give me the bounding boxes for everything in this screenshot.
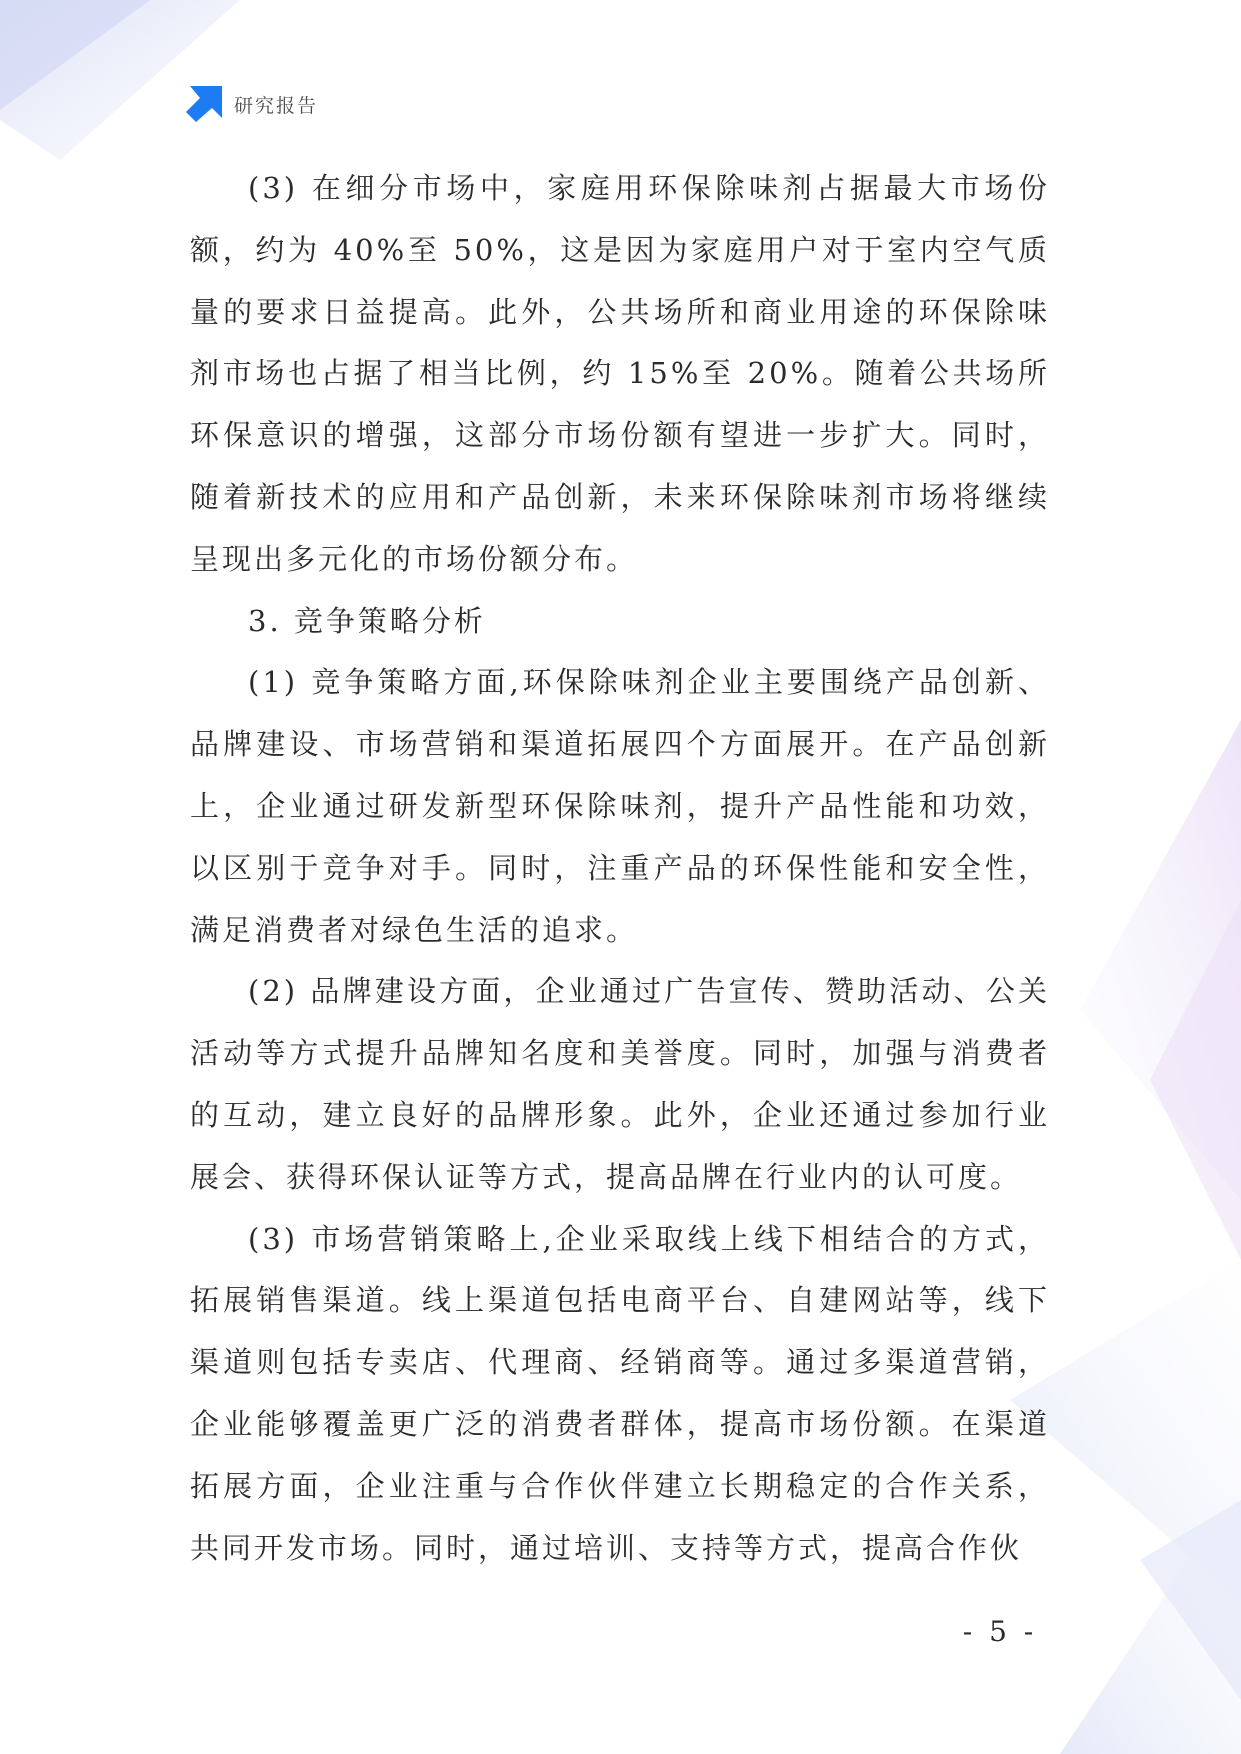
paragraph-brand-building: (2) 品牌建设方面，企业通过广告宣传、赞助活动、公关活动等方式提升品牌知名度和美誉度。同时，加强与消费者的互动，建立良好的品牌形象。此外，企业还通过参加行业展会、获得环保认证等方式，提高品牌在行业内的认可度。	[190, 974, 1050, 1194]
arrow-up-right-icon	[186, 86, 222, 122]
header-title: 研究报告	[234, 94, 319, 117]
page-number: - 5 -	[962, 1615, 1038, 1648]
paragraph-product-innovation: (1) 竞争策略方面,环保除味剂企业主要围绕产品创新、品牌建设、市场营销和渠道拓展四个方面展开。在产品创新上，企业通过研发新型环保除味剂，提升产品性能和功效，以区别于竞争对手。同时，注重产品的环保性能和安全性，满足消费者对绿色生活的追求。	[190, 665, 1050, 947]
paragraph-market-segment-share: (3) 在细分市场中，家庭用环保除味剂占据最大市场份额，约为 40%至 50%，这是因为家庭用户对于室内空气质量的要求日益提高。此外，公共场所和商业用途的环保除味剂市场也占据了相当比例，约 15%至 20%。随着公共场所环保意识的增强，这部分市场份额有望进一步扩大。同时，随着新技术的应用和产品创新，未来环保除味剂市场将继续呈现出多元化的市场份额分布。	[190, 171, 1050, 576]
paragraph-marketing-channels: (3) 市场营销策略上,企业采取线上线下相结合的方式，拓展销售渠道。线上渠道包括电商平台、自建网站等，线下渠道则包括专卖店、代理商、经销商等。通过多渠道营销，企业能够覆盖更广泛的消费者群体，提高市场份额。在渠道拓展方面，企业注重与合作伙伴建立长期稳定的合作关系，共同开发市场。同时，通过培训、支持等方式，提高合作伙	[190, 1221, 1050, 1565]
report-header	[186, 86, 318, 122]
report-body	[190, 158, 1050, 1579]
section-heading-competition-strategy: 3. 竞争策略分析	[248, 603, 486, 638]
